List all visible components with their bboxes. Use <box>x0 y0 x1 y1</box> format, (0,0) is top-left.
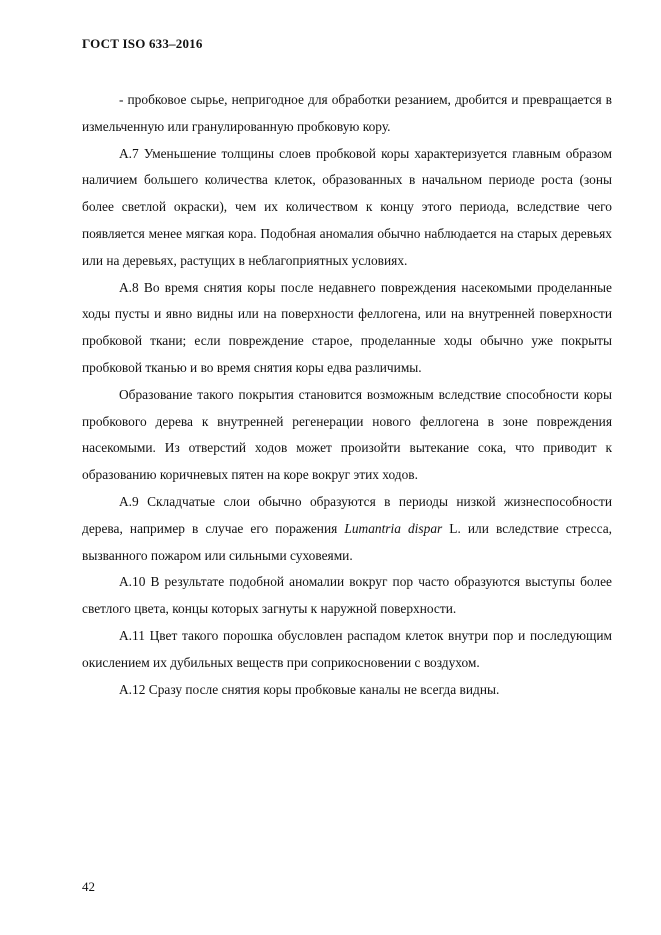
document-header: ГОСТ ISO 633‒2016 <box>82 36 203 51</box>
paragraph-a12: А.12 Сразу после снятия коры пробковые каналы не всегда видны. <box>119 681 500 697</box>
species-name: Lumantria dispar <box>344 520 443 536</box>
paragraph-crushed-cork: - пробковое сырье, непригодное для обработки резанием, дробится и превращается в измельченную или гранулированную пробковую кору. <box>82 92 612 134</box>
document-body <box>82 87 612 703</box>
paragraph-a9-text-before: А.9 Складчатые слои обычно образуются в периоды низкой жизнеспособности дерева, например в случае его поражения <box>82 493 612 536</box>
paragraph-a11: А.11 Цвет такого порошка обусловлен распадом клеток внутри пор и последующим окислением их дубильных веществ при соприкосновении с воздухом. <box>82 627 612 670</box>
paragraph-a10: А.10 В результате подобной аномалии вокруг пор часто образуются выступы более светлого цвета, концы которых загнуты к наружной поверхности. <box>82 574 612 617</box>
paragraph-a8-continuation: Образование такого покрытия становится возможным вследствие способности коры пробкового дерева к внутренней регенерации нового феллогена в зоне повреждения насекомыми. Из отверстий ходов может произойти вытекание сока, что приводит к образованию коричневых пятен на коре вокруг этих ходов. <box>82 386 612 483</box>
page-number: 42 <box>82 879 95 894</box>
paragraph-a9-text-after: L. или вследствие стресса, вызванного пожаром или сильными суховеями. <box>82 520 612 563</box>
paragraph-a8: А.8 Во время снятия коры после недавнего повреждения насекомыми проделанные ходы пусты и явно видны или на поверхности феллогена, или на внутренней поверхности пробковой ткани; если повреждение старое, проделанные ходы обычно уже покрыты пробковой тканью и во время снятия коры едва различимы. <box>82 279 612 375</box>
paragraph-a9 <box>82 489 612 569</box>
paragraph-a7: А.7 Уменьшение толщины слоев пробковой коры характеризуется главным образом наличием большего количества клеток, образованных в начальном периоде роста (зоны более светлой окраски), чем их количеством к концу этого периода, вследствие чего появляется менее мягкая кора. Подобная аномалия обычно наблюдается на старых деревьях или на деревьях, растущих в неблагоприятных условиях. <box>82 145 612 268</box>
